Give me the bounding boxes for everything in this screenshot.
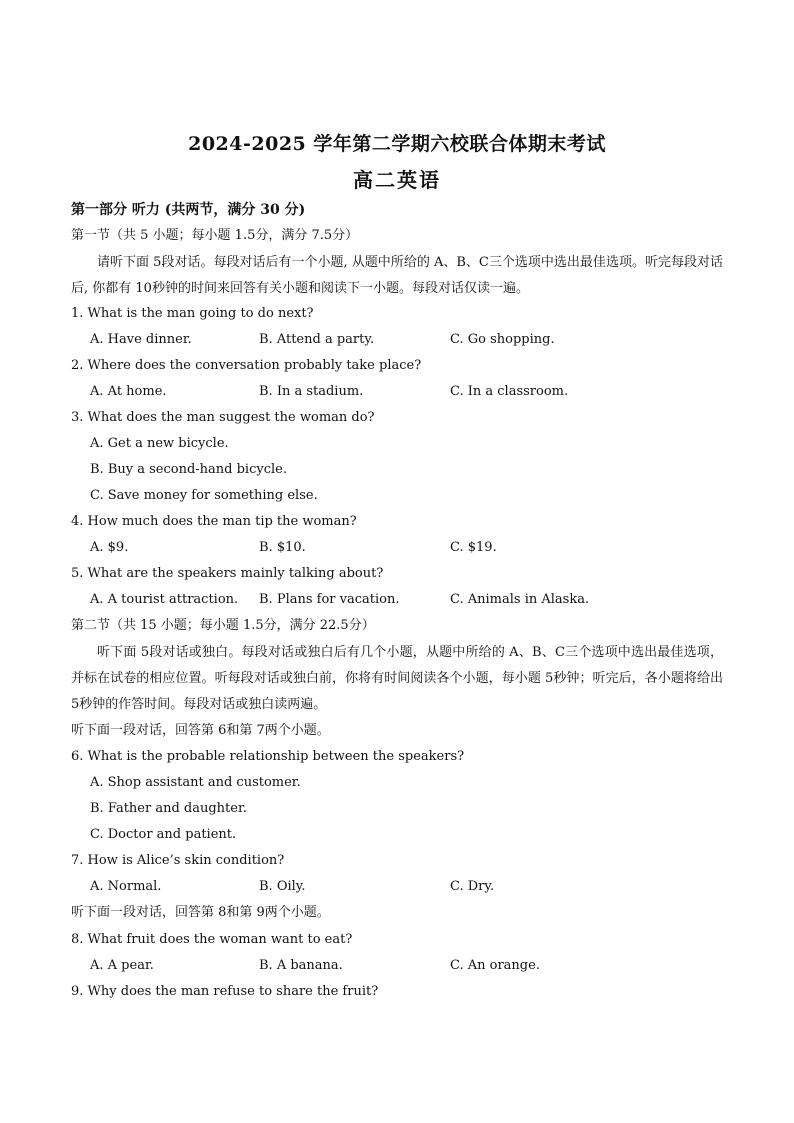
section1-instructions: 请听下面 5段对话。每段对话后有一个小题, 从题中所给的 A、B、C三个选项中选出最佳选项。听完每段对话后, 你都有 10秒钟的时间来回答有关小题和阅读下一小题。每段对话仅读一遍。 bbox=[71, 255, 723, 296]
q5-option-a: A. A tourist attraction. bbox=[90, 592, 239, 607]
q1-option-a: A. Have dinner. bbox=[90, 332, 192, 347]
q8-option-c: C. An orange. bbox=[450, 958, 540, 973]
note-questions-8-9: 听下面一段对话，回答第 8和第 9两个小题。 bbox=[71, 905, 330, 920]
q8-option-b: B. A banana. bbox=[259, 958, 343, 973]
question-3: 3. What does the man suggest the woman do? bbox=[71, 410, 375, 425]
q4-option-c: C. $19. bbox=[450, 540, 497, 555]
q2-option-c: C. In a classroom. bbox=[450, 384, 569, 399]
question-2: 2. Where does the conversation probably take place? bbox=[71, 358, 422, 373]
question-6: 6. What is the probable relationship between the speakers? bbox=[71, 749, 465, 764]
q2-option-a: A. At home. bbox=[90, 384, 167, 399]
q7-option-a: A. Normal. bbox=[90, 879, 162, 894]
q3-option-b: B. Buy a second-hand bicycle. bbox=[90, 462, 287, 477]
section2-heading: 第二节（共 15 小题；每小题 1.5分，满分 22.5分） bbox=[71, 618, 375, 633]
q1-option-b: B. Attend a party. bbox=[259, 332, 375, 347]
exam-title: 2024-2025 学年第二学期六校联合体期末考试 bbox=[188, 133, 606, 155]
section2-instructions: 听下面 5段对话或独白。每段对话或独白后有几个小题，从题中所给的 A、B、C三个选项中选出最佳选项，并标在试卷的相应位置。听每段对话或独白前，你将有时间阅读各个小题，每小题 5秒钟；听完后，各小题将给出 5秒钟的作答时间。每段对话或独白读两遍。 bbox=[71, 645, 723, 712]
q3-option-a: A. Get a new bicycle. bbox=[90, 436, 229, 451]
section1-heading: 第一节（共 5 小题；每小题 1.5分，满分 7.5分） bbox=[71, 228, 359, 243]
q5-option-c: C. Animals in Alaska. bbox=[450, 592, 590, 607]
q6-option-c: C. Doctor and patient. bbox=[90, 827, 237, 842]
q7-option-b: B. Oily. bbox=[259, 879, 306, 894]
part1-heading: 第一部分 听力 (共两节，满分 30 分) bbox=[71, 202, 306, 218]
question-1: 1. What is the man going to do next? bbox=[71, 306, 314, 321]
question-4: 4. How much does the man tip the woman? bbox=[71, 514, 357, 529]
q8-option-a: A. A pear. bbox=[90, 958, 154, 973]
q4-option-a: A. $9. bbox=[90, 540, 129, 555]
q5-option-b: B. Plans for vacation. bbox=[259, 592, 400, 607]
q6-option-a: A. Shop assistant and customer. bbox=[90, 775, 301, 790]
q6-option-b: B. Father and daughter. bbox=[90, 801, 247, 816]
q3-option-c: C. Save money for something else. bbox=[90, 488, 318, 503]
note-questions-6-7: 听下面一段对话，回答第 6和第 7两个小题。 bbox=[71, 723, 330, 738]
question-8: 8. What fruit does the woman want to eat? bbox=[71, 932, 353, 947]
q4-option-b: B. $10. bbox=[259, 540, 306, 555]
exam-subject: 高二英语 bbox=[353, 168, 441, 192]
q1-option-c: C. Go shopping. bbox=[450, 332, 555, 347]
question-5: 5. What are the speakers mainly talking about? bbox=[71, 566, 384, 581]
question-9: 9. Why does the man refuse to share the fruit? bbox=[71, 984, 379, 999]
q7-option-c: C. Dry. bbox=[450, 879, 495, 894]
q2-option-b: B. In a stadium. bbox=[259, 384, 364, 399]
question-7: 7. How is Alice’s skin condition? bbox=[71, 853, 285, 868]
